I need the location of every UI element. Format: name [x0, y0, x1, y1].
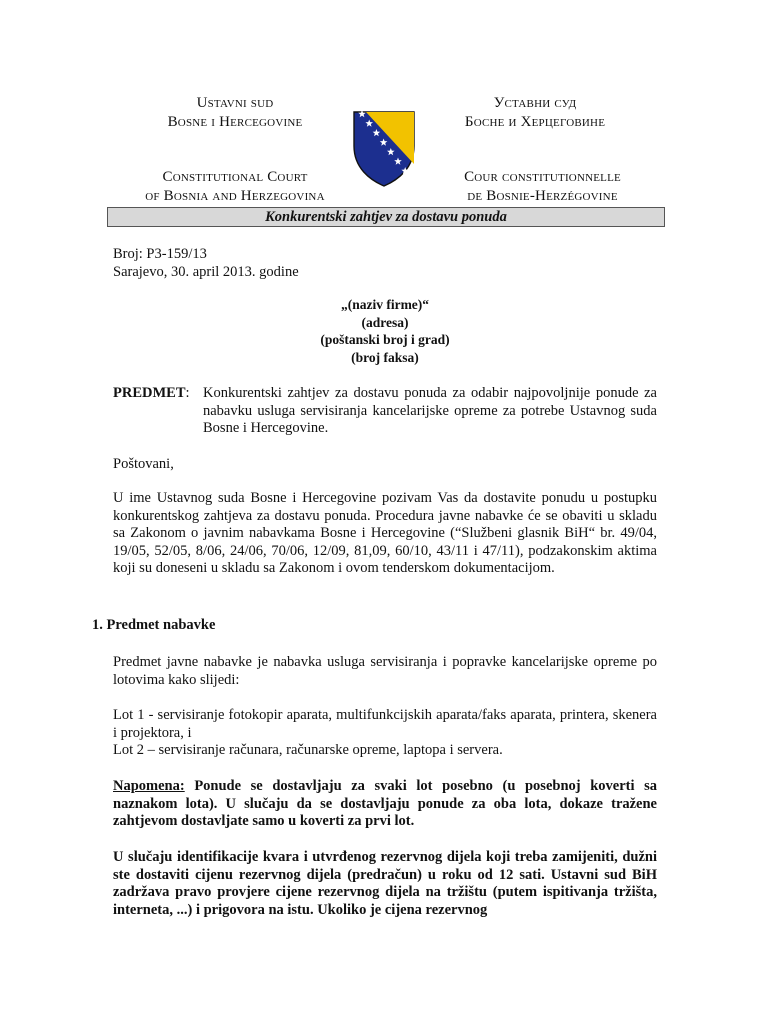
- court-name-bs-line1: Ustavni sud: [196, 95, 274, 111]
- note-paragraph: [113, 778, 657, 831]
- address-company: „(naziv firme)“: [340, 297, 430, 312]
- court-name-fr-line2: de Bosnie-Herzégovine: [467, 188, 618, 204]
- intro-paragraph: U ime Ustavnog suda Bosne i Hercegovine pozivam Vas da dostavite ponudu u postupku konkurentskog zahtjeva za dostavu ponuda. Procedura javne nabavke će se obaviti u skladu sa Zakonom o javnim nabavkama Bosne i Hercegovine (“Službeni glasnik BiH“ br. 49/04, 19/05, 52/05, 8/06, 24/06, 70/06, 12/09, 81,09, 60/10, 43/11 i 47/11), podzakonskim aktima koji su doneseni u skladu sa Zakonom i ovom tenderskom dokumentacijom.: [113, 490, 657, 576]
- document-title: Konkurentski zahtjev za dostavu ponuda: [107, 207, 665, 227]
- bold-paragraph: U slučaju identifikacije kvara i utvrđenog rezervnog dijela koji treba zamijeniti, dužni ste dostaviti cijenu rezervnog dijela (predračun) u roku od 12 sati. Ustavni sud BiH zadržava pravo provjere cijene rezervnog dijela na tržištu (putem ispitivanja tržišta, interneta, ...) i prigovora na istu. Ukoliko je cijena rezervnog: [113, 849, 657, 918]
- document-number: Broj: P3-159/13: [113, 246, 207, 262]
- note-text: Ponude se dostavljaju za svaki lot posebno (u posebnoj koverti sa naznakom lota). U slučaju da se dostavljaju ponude za oba lota, dokaze tražene zahtjevom dostavljate samo u koverti za prvi lot.: [113, 778, 657, 829]
- greeting: Poštovani,: [113, 456, 174, 472]
- subject-label: PREDMET: [113, 385, 186, 401]
- header-left-top: [120, 94, 350, 132]
- court-name-en-line2: of Bosnia and Herzegovina: [145, 188, 325, 204]
- subject-text: Konkurentski zahtjev za dostavu ponuda za odabir najpovoljnije ponude za nabavku usluga servisiranja kancelarijske opreme za potrebe Ustavnog suda Bosne i Hercegovine.: [203, 385, 657, 436]
- note-label: Napomena:: [113, 778, 185, 794]
- section-heading: 1. Predmet nabavke: [92, 617, 216, 633]
- document-meta: [113, 246, 299, 281]
- court-name-sr-line2: Босне и Херцеговине: [464, 114, 606, 130]
- address-fax: (broj faksa): [351, 349, 419, 365]
- court-name-fr-line1: Cour constitutionnelle: [464, 169, 621, 185]
- court-name-bs-line2: Bosne i Hercegovine: [167, 114, 303, 130]
- court-name-en-line1: Constitutional Court: [162, 169, 308, 185]
- recipient-address: [270, 296, 500, 366]
- section-paragraph: Predmet javne nabavke je nabavka usluga servisiranja i popravke kancelarijske opreme po lotovima kako slijedi:: [113, 654, 657, 688]
- court-name-sr-line1: Уставни суд: [493, 95, 577, 111]
- header-right-top: [420, 94, 650, 132]
- address-street: (adresa): [361, 314, 409, 330]
- lot-2: Lot 2 – servisiranje računara, računarske opreme, laptopa i servera.: [113, 742, 503, 758]
- subject-label-wrap: [113, 385, 190, 403]
- address-postal: (poštanski broj i grad): [320, 332, 450, 347]
- lot-1: Lot 1 - servisiranje fotokopir aparata, multifunkcijskih aparata/faks aparata, printera, skenera i projektora, i: [113, 707, 657, 741]
- coat-of-arms-icon: [352, 110, 416, 188]
- header-right-bottom: [425, 168, 660, 206]
- subject-colon: :: [185, 385, 190, 401]
- document-date: Sarajevo, 30. april 2013. godine: [113, 263, 299, 280]
- header-left-bottom: [115, 168, 355, 206]
